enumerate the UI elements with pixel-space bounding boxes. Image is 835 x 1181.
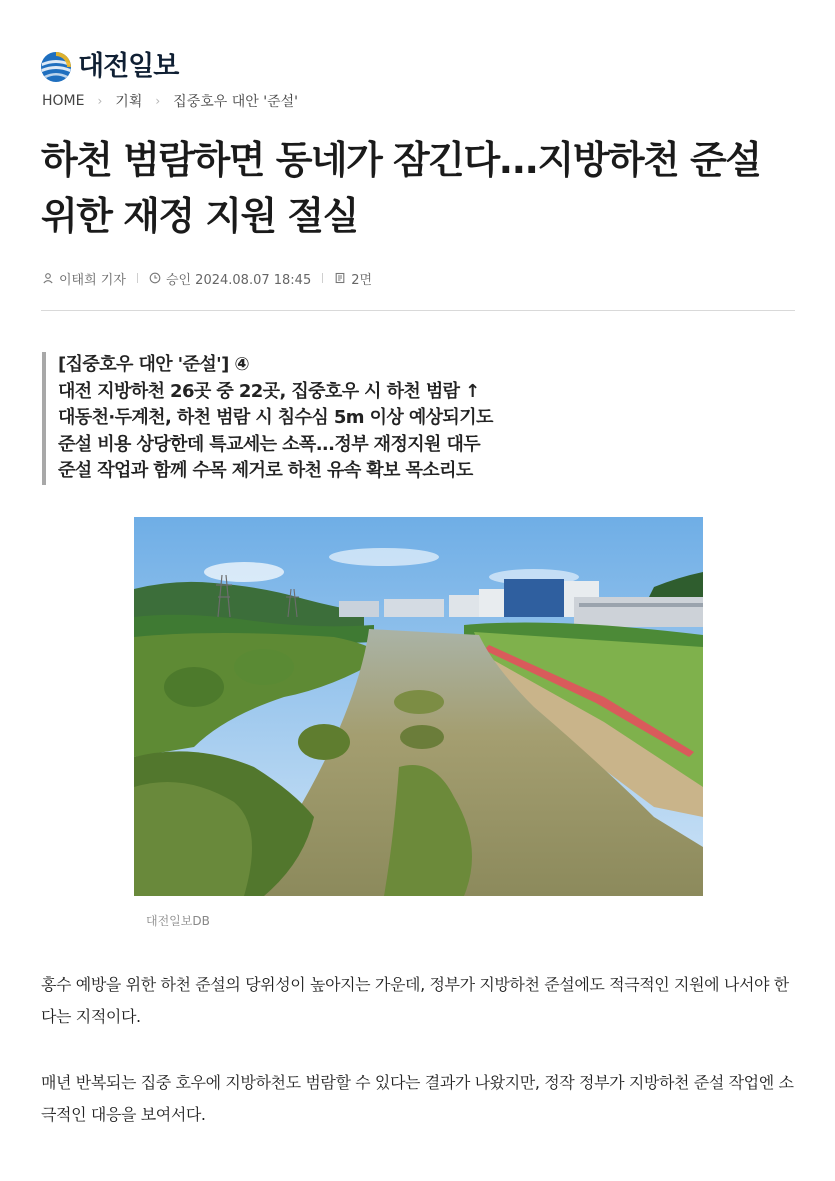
person-icon: [42, 272, 54, 284]
author-name[interactable]: 이태희 기자: [59, 272, 126, 288]
clock-icon: [149, 272, 161, 284]
summary-line: 대동천·두계천, 하천 범람 시 침수심 5m 이상 예상되기도: [58, 407, 493, 428]
meta-divider: [137, 273, 138, 283]
newspaper-page-icon: [334, 272, 346, 284]
summary-line: 준설 작업과 함께 수목 제거로 하천 유속 확보 목소리도: [58, 460, 473, 481]
article-paragraph: 매년 반복되는 집중 호우에 지방하천도 범람할 수 있다는 결과가 나왔지만, 정작 정부가 지방하천 준설 작업엔 소극적인 대응을 보여서다.: [41, 1073, 794, 1124]
site-logo[interactable]: [40, 50, 178, 84]
summary-line: 대전 지방하천 26곳 중 22곳, 집중호우 시 하천 범람 ↑: [58, 380, 480, 402]
chevron-right-icon: ›: [155, 94, 161, 108]
summary-line: [집중호우 대안 '준설'] ④: [58, 354, 250, 375]
summary-line: 준설 비용 상당한데 특교세는 소폭...정부 재정지원 대두: [58, 433, 481, 455]
photo-caption: 대전일보DB: [146, 914, 210, 928]
article-summary: [42, 352, 493, 485]
breadcrumb-section[interactable]: 기획: [115, 94, 143, 110]
breadcrumb-home[interactable]: HOME: [42, 93, 85, 109]
logo-text: 대전일보: [78, 51, 179, 82]
header-divider: [41, 310, 795, 311]
breadcrumb: [42, 91, 298, 111]
article-paragraph: 홍수 예방을 위한 하천 준설의 당위성이 높아지는 가운데, 정부가 지방하천 준설에도 적극적인 지원에 나서야 한다는 지적이다.: [41, 975, 789, 1026]
globe-logo-icon: [40, 51, 72, 83]
approved-timestamp: 승인 2024.08.07 18:45: [165, 272, 312, 288]
breadcrumb-series[interactable]: 집중호우 대안 '준설': [173, 94, 298, 110]
meta-divider: [322, 273, 323, 283]
chevron-right-icon: ›: [97, 94, 103, 108]
print-page: 2면: [351, 272, 373, 288]
article-photo[interactable]: [134, 517, 703, 896]
article-title: 하천 범람하면 동네가 잠긴다...지방하천 준설 위한 재정 지원 절실: [41, 138, 761, 238]
article-meta: [42, 268, 372, 288]
